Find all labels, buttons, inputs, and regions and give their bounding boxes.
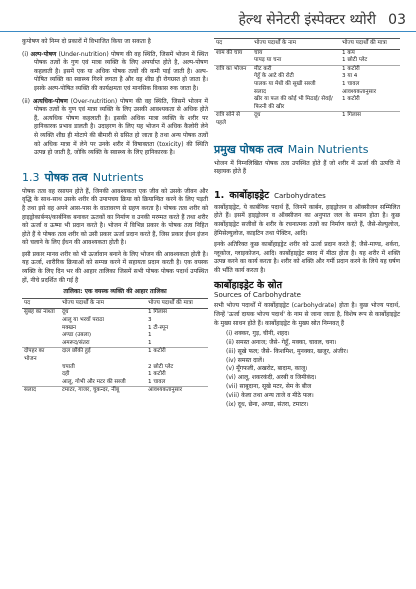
page-header-title: हेल्थ सेनेटरी इंस्पेक्टर थ्योरी (238, 12, 376, 28)
course-cell (214, 57, 252, 65)
page-number: 03 (388, 12, 406, 28)
subsection-title: कार्बोहाइड्रेट (229, 189, 270, 201)
course-cell (214, 81, 252, 89)
table-row (22, 325, 208, 333)
table-row (214, 81, 400, 89)
table-row (22, 348, 208, 364)
quantity-cell: 1 कप (342, 49, 355, 56)
main-nutrients-intro: भोजन में निम्नलिखित पोषक तत्व उपस्थित होते हैं जो शरीर में ऊर्जा की उत्पत्ति में सहायक होते हैं (214, 159, 400, 176)
food-cell: आलू या भरवाँ पराठा (62, 317, 104, 324)
subsection-number: 1. (214, 189, 225, 201)
food-cell: सलाद (254, 88, 266, 95)
carbohydrates-heading (214, 183, 400, 202)
course-cell: शाम की चाय (216, 49, 243, 56)
col-header-course: पद (214, 39, 252, 50)
carbohydrate-sources-paragraph: सभी भोज्य पदार्थों में कार्बोहाइड्रेट (carbohydrate) होता है। कुछ भोज्य पदार्थ, जिन्हें 'ऊर्जा दायक भोज्य पदार्थ' के नाम से जाना जाता है, विशेष रूप से कार्बोहाइड्रेट के मुख्य साधन होते हैं। कार्बोहाइड्रेट के मुख्य स्रोत निम्नवत् हैं (214, 302, 400, 327)
course-cell (22, 364, 60, 372)
undernutrition-heading: अल्प-पोषण (30, 50, 57, 58)
table-row (214, 112, 400, 128)
course-cell (22, 340, 60, 348)
undernutrition-item (22, 51, 208, 94)
food-cell: चाय (254, 49, 263, 56)
quantity-cell: 1 चावल (148, 378, 166, 385)
food-cell: दूध (252, 112, 340, 128)
table-row (214, 65, 400, 73)
undernutrition-text: (Under-nutrition) पोषण की वह स्थिति, जिसमें भोजन में स्थित पोषक तत्वों के गुण एवं मात्रा व्यक्ति के लिए अपर्याप्त होते है, अल्प-पोषण कहलाती है। इसमें एक या अधिक पोषक तत्वों की कमी पाई जाती है। अल्प-पोषित व्यक्ति का स्वास्थ्य गिरने लगता है और वह शीघ्र ही रोगग्रस्त हो जाता है। इसके अल्प-पोषित व्यक्ति की कार्यक्षमता एवं मानसिक विकास रुक जाता है। (34, 50, 208, 92)
section-heading-nutrients (22, 166, 208, 185)
subsection-title-en: Carbohydrates (274, 191, 326, 200)
table-row (22, 379, 208, 387)
table-row (214, 73, 400, 81)
section-number: 1.3 (22, 170, 40, 184)
list-item: (viii) केला तथा अन्य ताजे व मीठे फल। (226, 391, 314, 399)
col-header-quantity: भोज्य पदार्थों की मात्रा (340, 39, 400, 50)
course-cell: सुबह का नाश्ता (24, 309, 55, 316)
course-cell (214, 73, 252, 81)
malnutrition-intro: कुपोषण को निम्न दो प्रकारों में विभाजित किया जा सकता है (22, 38, 151, 45)
carbohydrate-sources-list (214, 330, 400, 409)
carbohydrate-sources-heading: कार्बोहाइड्रेट के स्रोत (214, 280, 282, 292)
list-item: (iv) समस्त दालें। (226, 356, 265, 364)
quantity-cell: 1 (148, 332, 152, 339)
table-caption: तालिका: एक वयस्क व्यक्ति की आहार तालिका (63, 288, 167, 296)
food-cell: पालक या मेथी की सूखी सब्जी (254, 80, 316, 87)
table-row (22, 364, 208, 372)
table-row (22, 340, 208, 348)
diet-table-1 (22, 298, 208, 395)
quantity-cell: 3 (148, 317, 152, 324)
item-number: (i) (22, 50, 29, 58)
section-title: प्रमुख पोषक तत्व (214, 142, 283, 156)
course-cell (22, 379, 60, 387)
table-row (22, 317, 208, 325)
course-cell (22, 317, 60, 325)
table-row (214, 49, 400, 57)
quantity-cell: 1 (148, 339, 152, 346)
nutrients-paragraph-1: पोषक तत्व वह रसायन होते हैं, जिनकी आवश्यकता एक जीव को उसके जीवन और वृद्धि के साथ-साथ उसके शरीर की उपापचय क्रिया को क्रियान्वित करने के लिए पड़ती है तथा इसे वह अपने आस-पास के वातावरण से ग्रहण करता है। पोषक तत्व शरीर को हाइड्रोकार्बन्स/कार्बनिक बनाकर ऊतकों का निर्माण व उनकी मरम्मत करते हैं तथा शरीर को ऊर्जा व ऊष्मा भी प्रदान करते है। भोजन में विभिन्न प्रकार के पोषक तत्व निहित होते हैं ये पोषक तत्व शरीर को उसी प्रकार ऊर्जा प्रदान करते हैं, जिस प्रकार ईंधन इंजन को चलाने के लिए ईंधन की आवश्यकता होती है। (22, 187, 208, 247)
table-row (22, 309, 208, 317)
food-cell: आलू, गोभी और मटर की सब्जी (62, 378, 126, 385)
quantity-cell: आवश्यकतानुसार (146, 387, 208, 395)
list-item: (ix) दूध, छेना, अण्डा, संतरा, टमाटर। (226, 400, 309, 408)
quantity-cell: 1 गिलास (340, 112, 400, 128)
list-item: (i) शक्कर, गुड़, चीनी, शहद। (226, 330, 290, 338)
food-cell: टमाटर, गाजर, चुकन्दर, नींबू (60, 387, 146, 395)
food-cell: पापड़ या चना (254, 57, 282, 64)
list-item: (iii) सूखे फल; जैसे- किशमिश, मुनक्का, खजूर, अंजीर। (226, 347, 349, 355)
left-column (22, 38, 208, 395)
course-cell (22, 332, 60, 340)
col-header-food: भोज्य पदार्थों के नाम (252, 39, 340, 50)
quantity-cell: 2 छोटी प्लेट (148, 363, 174, 370)
overnutrition-heading: अत्यधिक-पोषण (32, 97, 68, 105)
quantity-cell: 1 टी-स्पून (148, 324, 169, 331)
table-row (22, 387, 208, 395)
nutrients-paragraph-2: इसी प्रकार मानव शरीर को भी ऊर्जावान बनाने के लिए भोजन की आवश्यकता होती है। यह ऊर्जा, शारीरिक क्रियाओं को सम्पन्न करने में सहायता प्रदान करती है। एक वयस्क व्यक्ति के लिए दिन भर की आहार तालिका जिसमें सभी पोषक पोषक पदार्थ उपस्थित हों, नीचे प्रदर्शित की गई है (22, 250, 208, 284)
section-heading-main-nutrients (214, 138, 400, 157)
list-item: (vii) साबूदाना, सूखे मटर, सेम के बीज (226, 383, 312, 391)
table-row (214, 57, 400, 65)
course-cell (22, 371, 60, 379)
table-row (22, 371, 208, 379)
food-cell: दाल छौंकी हुई (60, 348, 146, 364)
quantity-cell: 1 कटोरी (340, 65, 400, 73)
col-header-course: पद (22, 298, 60, 309)
section-title: पोषक तत्व (44, 170, 88, 184)
food-cell: दही (62, 371, 70, 378)
course-cell: सलाद (22, 387, 60, 395)
overnutrition-item (22, 98, 208, 158)
carbohydrate-sources-heading-en: Sources of Carbohydrate (214, 291, 301, 300)
quantity-cell: आवश्यकतानुसार (342, 88, 377, 95)
quantity-cell: 1 चावल (342, 80, 360, 87)
section-title-en: Main Nutrients (287, 142, 369, 156)
food-cell: मक्खन (62, 324, 77, 331)
quantity-cell: 3 या 4 (342, 73, 358, 80)
list-item: (v) मूँगफली, अखरोट, बादाम, काजू। (226, 365, 308, 373)
col-header-quantity: भोज्य पदार्थों की मात्रा (146, 298, 208, 309)
list-item: (vi) आलू, शकरकंदी, अरबी व जिमीकंद। (226, 374, 317, 382)
course-cell: रात्रि का भोजन (214, 65, 252, 73)
course-cell (22, 325, 60, 333)
table-row (22, 332, 208, 340)
food-cell: दूध (62, 309, 69, 316)
course-cell: रात्रि सोने से पहले (214, 112, 252, 128)
food-cell: अण्डा (उबला) (62, 332, 92, 339)
quantity-cell: 1 छोटी प्लेट (342, 57, 368, 64)
food-cell: गेहूँ के आटे की रोटी (254, 73, 294, 80)
food-cell: चपाती (62, 363, 75, 370)
section-title-en: Nutrients (92, 170, 144, 184)
food-cell: अमरूद/संतरा (62, 339, 90, 346)
col-header-food: भोज्य पदार्थों के नाम (60, 298, 146, 309)
diet-table-2 (214, 38, 400, 128)
quantity-cell: 1 कटोरी (148, 371, 166, 378)
list-item: (ii) समस्त अनाज; जैसे- गेहूँ, मक्का, चावल, चना। (226, 339, 337, 347)
carbohydrates-paragraph-1: कार्बोहाइड्रेट, ये कार्बनिक पदार्थ हैं, जिनमें कार्बन, हाइड्रोजन व ऑक्सीजन सम्मिलित होते हैं। इसमें हाइड्रोजन व ऑक्सीजन का अनुपात जल के समान होता है। कुछ कार्बोहाइड्रेट सजीवों के शरीर के रचनात्मक तत्वों का निर्माण करते हैं, जैसे-सेल्युलोज, हेमिसेल्युलोज, काइटिन तथा पेक्टिन, आदि। (214, 203, 400, 237)
carbohydrates-paragraph-2: इनके अतिरिक्त कुछ कार्बोहाइड्रेट शरीर को ऊर्जा प्रदान करते हैं; जैसे-माण्ड, शर्करा, ग्लूकोज, ग्लाइकोजन, आदि। कार्बोहाइड्रेट स्वाद में मीठा होता है। यह शरीर में शक्ति उत्पन्न करने का कार्य करता है। शरीर को शक्ति और गर्मी प्रदान करने के लिये यह घर्षण की भाँति कार्य करता है। (214, 241, 400, 274)
quantity-cell: 1 कटोरी (146, 348, 208, 364)
table-row (214, 96, 400, 112)
quantity-cell: 1 गिलास (148, 309, 167, 316)
header-divider (0, 31, 416, 32)
food-cell: मीट करी (252, 65, 340, 73)
course-cell: दोपहर का भोजन (22, 348, 60, 364)
course-cell (214, 89, 252, 97)
right-column (214, 38, 400, 409)
quantity-cell: 1 कटोरी (342, 96, 360, 103)
overnutrition-text: (Over-nutrition) पोषण की वह स्थिति, जिसमें भोजन में पोषक तत्वों के गुण एवं मात्रा व्यक्ति के लिए उसकी आवश्यकता से अधिक होते हैं, अत्यधिक पोषण कहलाती है। इसकी अधिक मात्रा व्यक्ति के शरीर पर हानिकारक प्रभाव डालती है। उदाहरण के लिए यह भोजन में अधिक कैलोरी लेने से व्यक्ति शीघ्र ही मोटापे की बीमारी से ग्रसित हो जाता है तथा अन्य पोषक तत्वों को अधिक मात्रा में लेने पर उनके शरीर में विषाक्तता (toxicity) की स्थिति उत्पन्न हो जाती है, जोकि व्यक्ति के स्वास्थ्य के लिए हानिकारक है। (34, 97, 208, 157)
food-cell: खीर या फल की कोई भी मिठाई/ सेवई/फिरनी की खीर (254, 96, 333, 110)
item-number: (ii) (22, 97, 31, 105)
course-cell (214, 96, 252, 112)
